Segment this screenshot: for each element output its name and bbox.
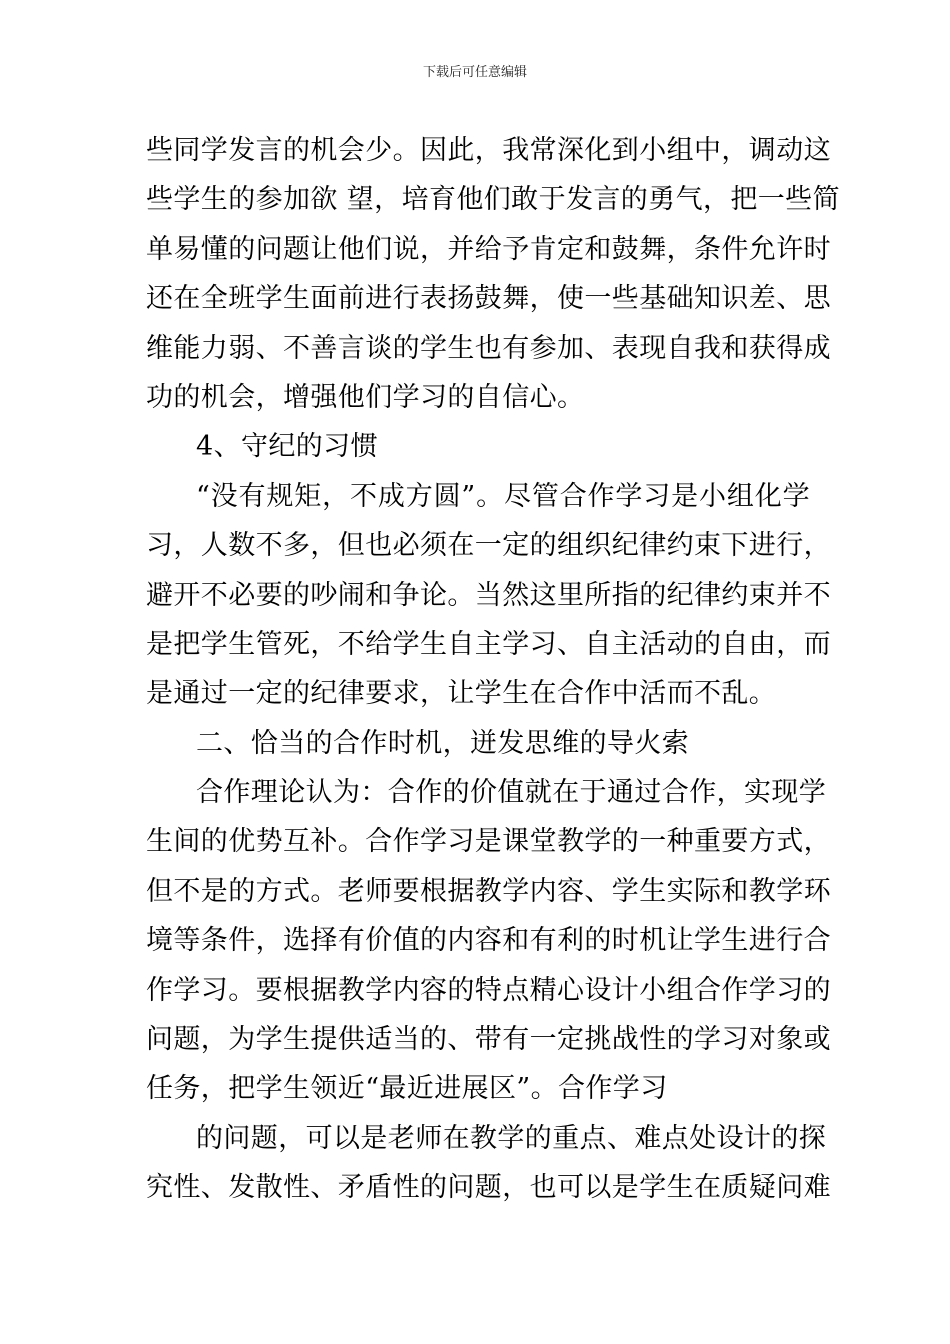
text-line: 但不是的方式。老师要根据教学内容、学生实际和教学环 [146,875,831,907]
text-line: 合作理论认为：合作的价值就在于通过合作，实现学 [196,777,827,809]
text-line: 些同学发言的机会少。因此，我常深化到小组中，调动这 [146,135,831,166]
text-line: 境等条件，选择有价值的内容和有利的时机让学生进行合 [146,925,831,957]
text-line: 任务，把学生领近“最近进展区”。合作学习 [146,1073,668,1105]
text-line: 的问题，可以是老师在教学的重点、难点处设计的探 [196,1122,827,1154]
text-line: 究性、发散性、矛盾性的问题，也可以是学生在质疑问难 [146,1172,831,1204]
text-line: 问题，为学生提供适当的、带有一定挑战性的学习对象或 [146,1024,831,1056]
text-line: 习，人数不多，但也必须在一定的组织纪律约束下进行， [146,530,831,562]
text-line: 避开不必要的吵闹和争论。当然这里所指的纪律约束并不 [146,579,831,611]
text-line: 功的机会，增强他们学习的自信心。 [146,381,585,413]
text-line: 单易懂的问题让他们说，并给予肯定和鼓舞，条件允许时 [146,233,831,265]
text-line: 是把学生管死，不给学生自主学习、自主活动的自由，而 [146,628,831,660]
section-heading: 4、守纪的习惯 [196,431,378,463]
text-line: 是通过一定的纪律要求，让学生在合作中活而不乱。 [146,678,777,710]
text-line: 维能力弱、不善言谈的学生也有参加、表现自我和获得成 [146,332,831,364]
text-line: 些学生的参加欲 望，培育他们敢于发言的勇气，把一些简 [146,184,840,216]
text-line: 还在全班学生面前进行表扬鼓舞，使一些基础知识差、思 [146,283,831,315]
text-line: 作学习。要根据教学内容的特点精心设计小组合作学习的 [146,974,831,1006]
section-heading: 二、恰当的合作时机，迸发思维的导火索 [196,727,690,759]
page-header: 下载后可任意编辑 [422,65,527,80]
text-line: “没有规矩，不成方圆”。尽管合作学习是小组化学 [196,480,810,512]
text-line: 生间的优势互补。合作学习是课堂教学的一种重要方式， [146,826,831,858]
body-text [146,126,840,1213]
